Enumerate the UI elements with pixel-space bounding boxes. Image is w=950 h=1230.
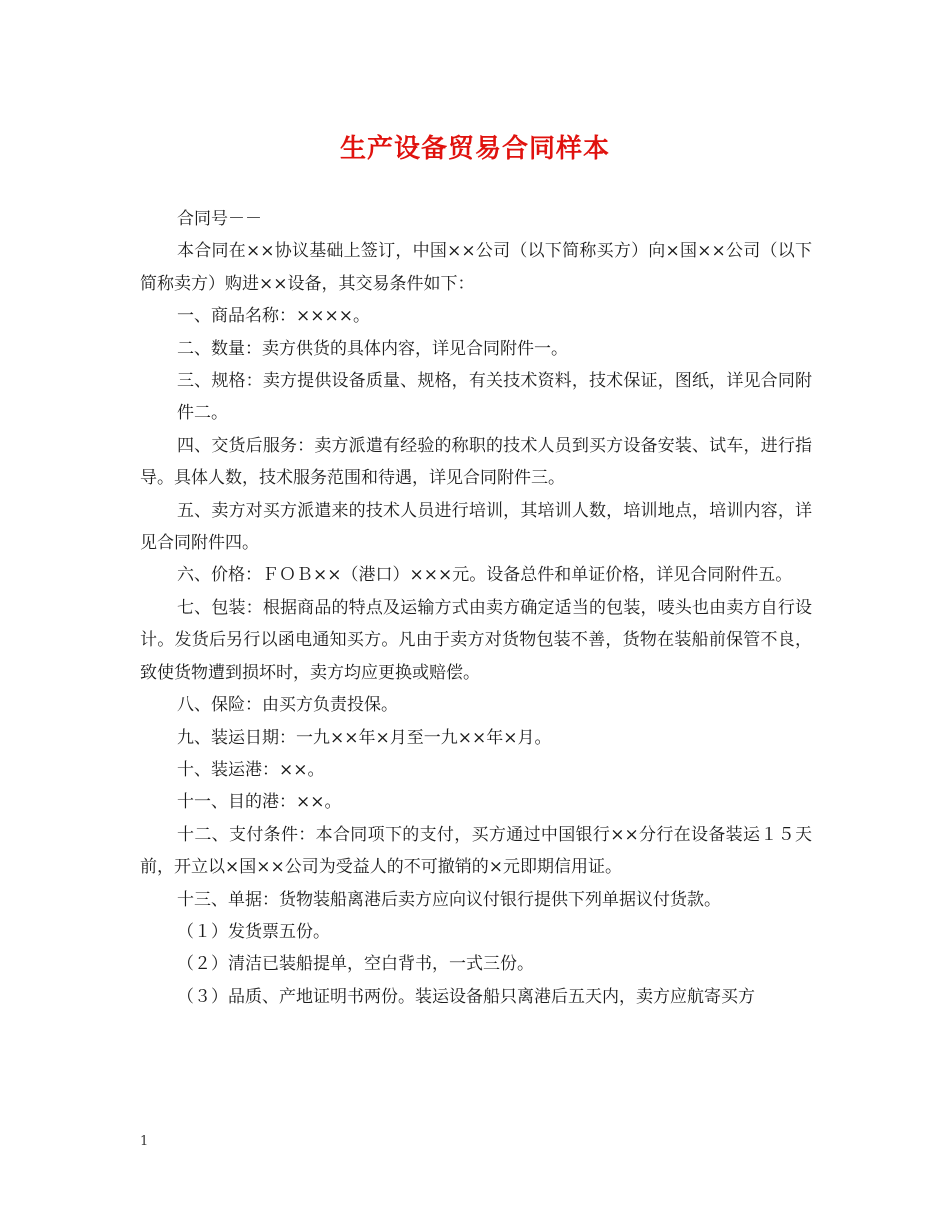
contract-number: 合同号－－ — [177, 209, 262, 229]
document-title: 生产设备贸易合同样本 — [339, 134, 610, 164]
clause-1-goods-name: 一、商品名称：××××。 — [177, 306, 370, 327]
document-item-1: （１）发货票五份。 — [177, 921, 330, 942]
preamble-paragraph: 本合同在××协议基础上签订，中国××公司（以下简称买方）向×国××公司（以下简称卖方）购进××设备，其交易条件如下： — [140, 241, 812, 294]
clause-4-after-delivery-service: 四、交货后服务：卖方派遣有经验的称职的技术人员到买方设备安装、试车，进行指导。具体人数，技术服务范围和待遇，详见合同附件三。 — [140, 435, 812, 489]
clause-2-quantity: 二、数量：卖方供货的具体内容，详见合同附件一。 — [177, 338, 568, 359]
clause-13-documents: 十三、单据：货物装船离港后卖方应向议付银行提供下列单据议付货款。 — [177, 889, 721, 910]
clause-5-training: 五、卖方对买方派遣来的技术人员进行培训，其培训人数，培训地点，培训内容，详见合同附件四。 — [140, 500, 812, 554]
document-item-2: （２）清洁已装船提单，空白背书，一式三份。 — [177, 954, 534, 975]
clause-11-port-of-destination: 十一、目的港：××。 — [177, 792, 342, 813]
clause-8-insurance: 八、保险：由买方负责投保。 — [177, 695, 398, 716]
page-number: 1 — [140, 1134, 149, 1149]
document-item-3: （３）品质、产地证明书两份。装运设备船只离港后五天内，卖方应航寄买方 — [177, 986, 755, 1007]
clause-10-port-of-shipment: 十、装运港：××。 — [177, 759, 325, 780]
clause-7-packing: 七、包装：根据商品的特点及运输方式由卖方确定适当的包装，唛头也由卖方自行设计。发货后另行以函电通知买方。凡由于卖方对货物包装不善，货物在装船前保管不良，致使货物遭到损坏时，卖方均应更换或赔偿。 — [140, 597, 812, 683]
clause-12-payment: 十二、支付条件：本合同项下的支付，买方通过中国银行××分行在设备装运１５天前，开立以×国××公司为受益人的不可撤销的×元即期信用证。 — [140, 824, 812, 878]
clause-6-price: 六、价格：ＦＯＢ××（港口）×××元。设备总件和单证价格，详见合同附件五。 — [177, 565, 793, 586]
clause-9-shipment-date: 九、装运日期：一九××年×月至一九××年×月。 — [177, 727, 552, 748]
clause-3-specifications: 三、规格：卖方提供设备质量、规格，有关技术资料，技术保证，图纸，详见合同附件二。 — [177, 371, 812, 424]
document-body — [140, 203, 812, 1013]
